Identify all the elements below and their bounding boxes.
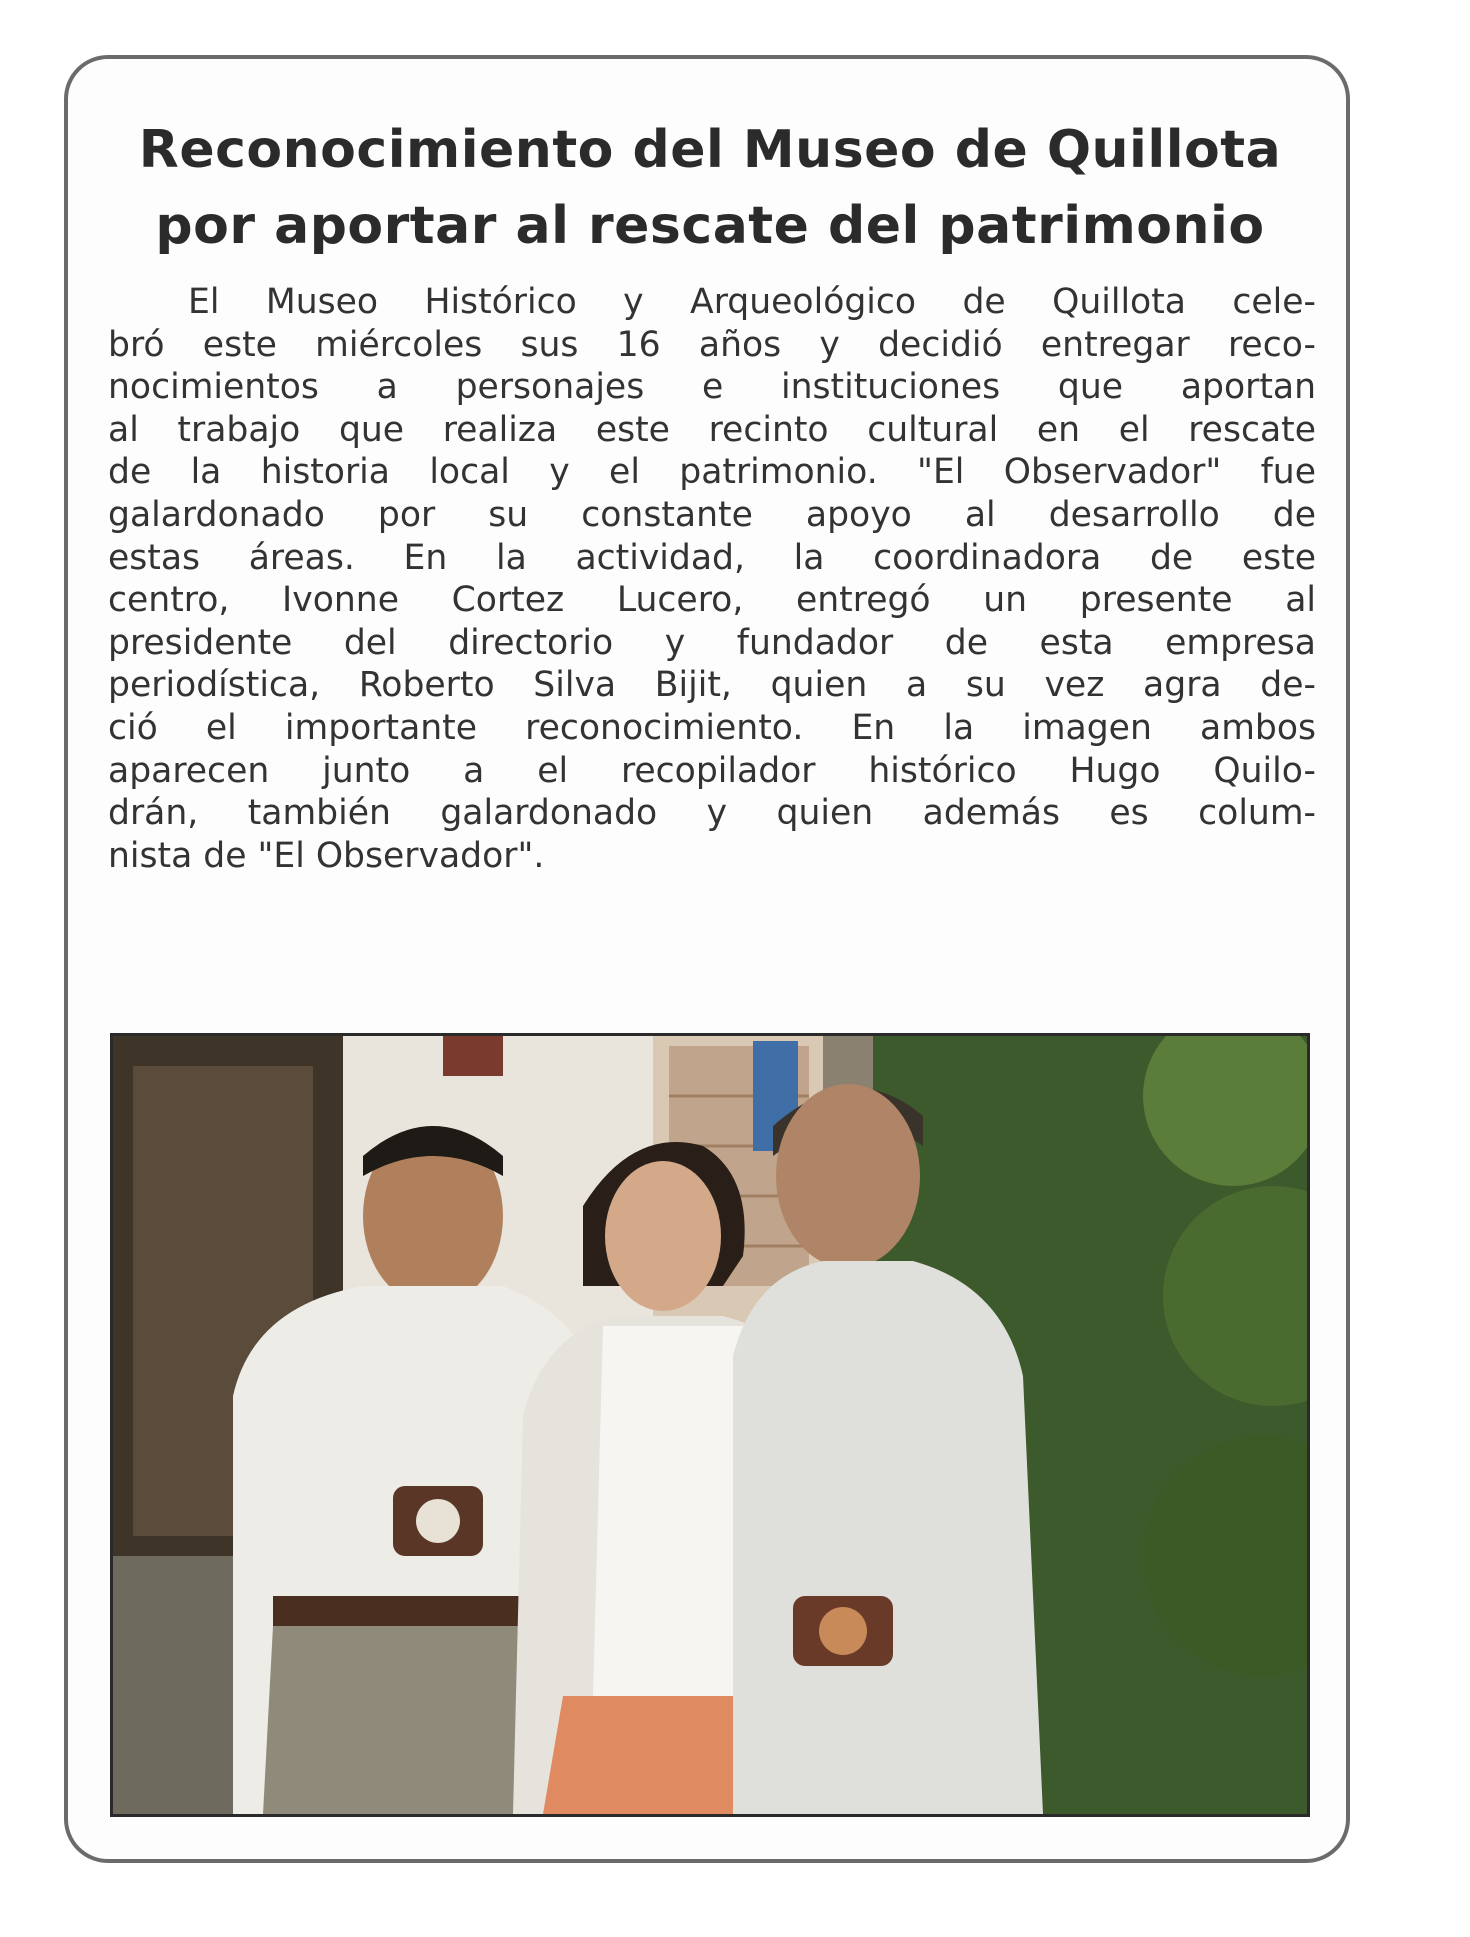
headline-line-2: por aportar al rescate del patrimonio bbox=[155, 196, 1265, 256]
body-line-13: drán, también galardonado y quien además es colum- bbox=[108, 793, 1316, 834]
body-line-10: periodística, Roberto Silva Bijit, quien a su vez agra de- bbox=[108, 665, 1316, 706]
body-line-9: presidente del directorio y fundador de esta empresa bbox=[108, 622, 1316, 663]
body-line-1: El Museo Histórico y Arqueológico de Quillota cele- bbox=[188, 282, 1316, 322]
body-line-11: ció el importante reconocimiento. En la imagen ambos bbox=[108, 707, 1316, 748]
body-line-5: de la historia local y el patrimonio. "El Observador" fue bbox=[108, 452, 1316, 493]
body-line-4: al trabajo que realiza este recinto cultural en el rescate bbox=[108, 409, 1316, 450]
news-photo bbox=[110, 1033, 1310, 1817]
body-line-8: centro, Ivonne Cortez Lucero, entregó un presente al bbox=[108, 580, 1316, 621]
body-line-2: bró este miércoles sus 16 años y decidió entregar reco- bbox=[108, 324, 1316, 365]
body-line-14: nista de "El Observador". bbox=[108, 835, 545, 876]
body-line-7: estas áreas. En la actividad, la coordinadora de este bbox=[108, 537, 1316, 578]
body-line-6: galardonado por su constante apoyo al desarrollo de bbox=[108, 494, 1316, 535]
article-body bbox=[108, 281, 1316, 877]
body-line-3: nocimientos a personajes e instituciones que aportan bbox=[108, 367, 1316, 408]
headline-line-1: Reconocimiento del Museo de Quillota bbox=[138, 120, 1282, 180]
headline bbox=[90, 112, 1330, 264]
body-line-12: aparecen junto a el recopilador histórico Hugo Quilo- bbox=[108, 750, 1316, 791]
